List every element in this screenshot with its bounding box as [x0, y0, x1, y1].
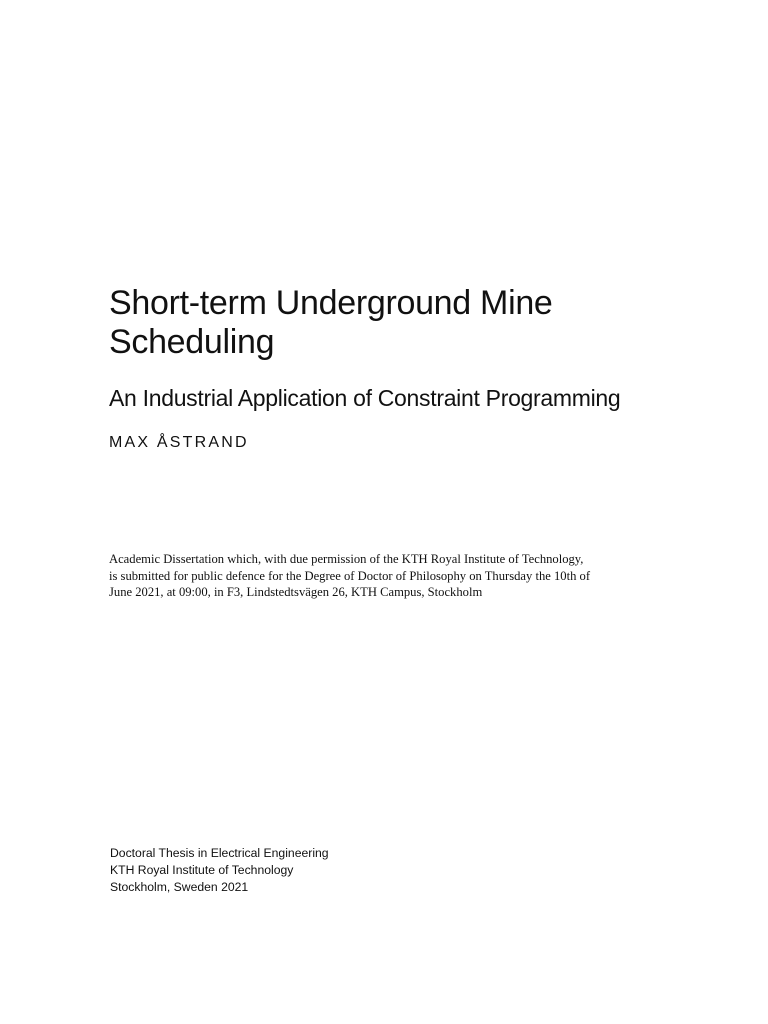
thesis-subtitle: An Industrial Application of Constraint Programming [109, 385, 621, 411]
thesis-title-line-1: Short-term Underground Mine [109, 284, 553, 322]
publication-info [110, 845, 329, 896]
institution-name: KTH Royal Institute of Technology [110, 863, 294, 877]
thesis-title [109, 284, 709, 362]
dissertation-statement [109, 551, 649, 601]
publication-place-year: Stockholm, Sweden 2021 [110, 880, 249, 894]
thesis-type: Doctoral Thesis in Electrical Engineering [110, 846, 329, 860]
author-name: MAX ÅSTRAND [109, 434, 249, 451]
thesis-title-line-2: Scheduling [109, 323, 275, 361]
dissertation-line-1: Academic Dissertation which, with due permission of the KTH Royal Institute of Technology, [109, 552, 584, 566]
dissertation-line-3: June 2021, at 09:00, in F3, Lindstedtsvägen 26, KTH Campus, Stockholm [109, 585, 483, 599]
dissertation-line-2: is submitted for public defence for the Degree of Doctor of Philosophy on Thursday the 10th of [109, 568, 591, 583]
